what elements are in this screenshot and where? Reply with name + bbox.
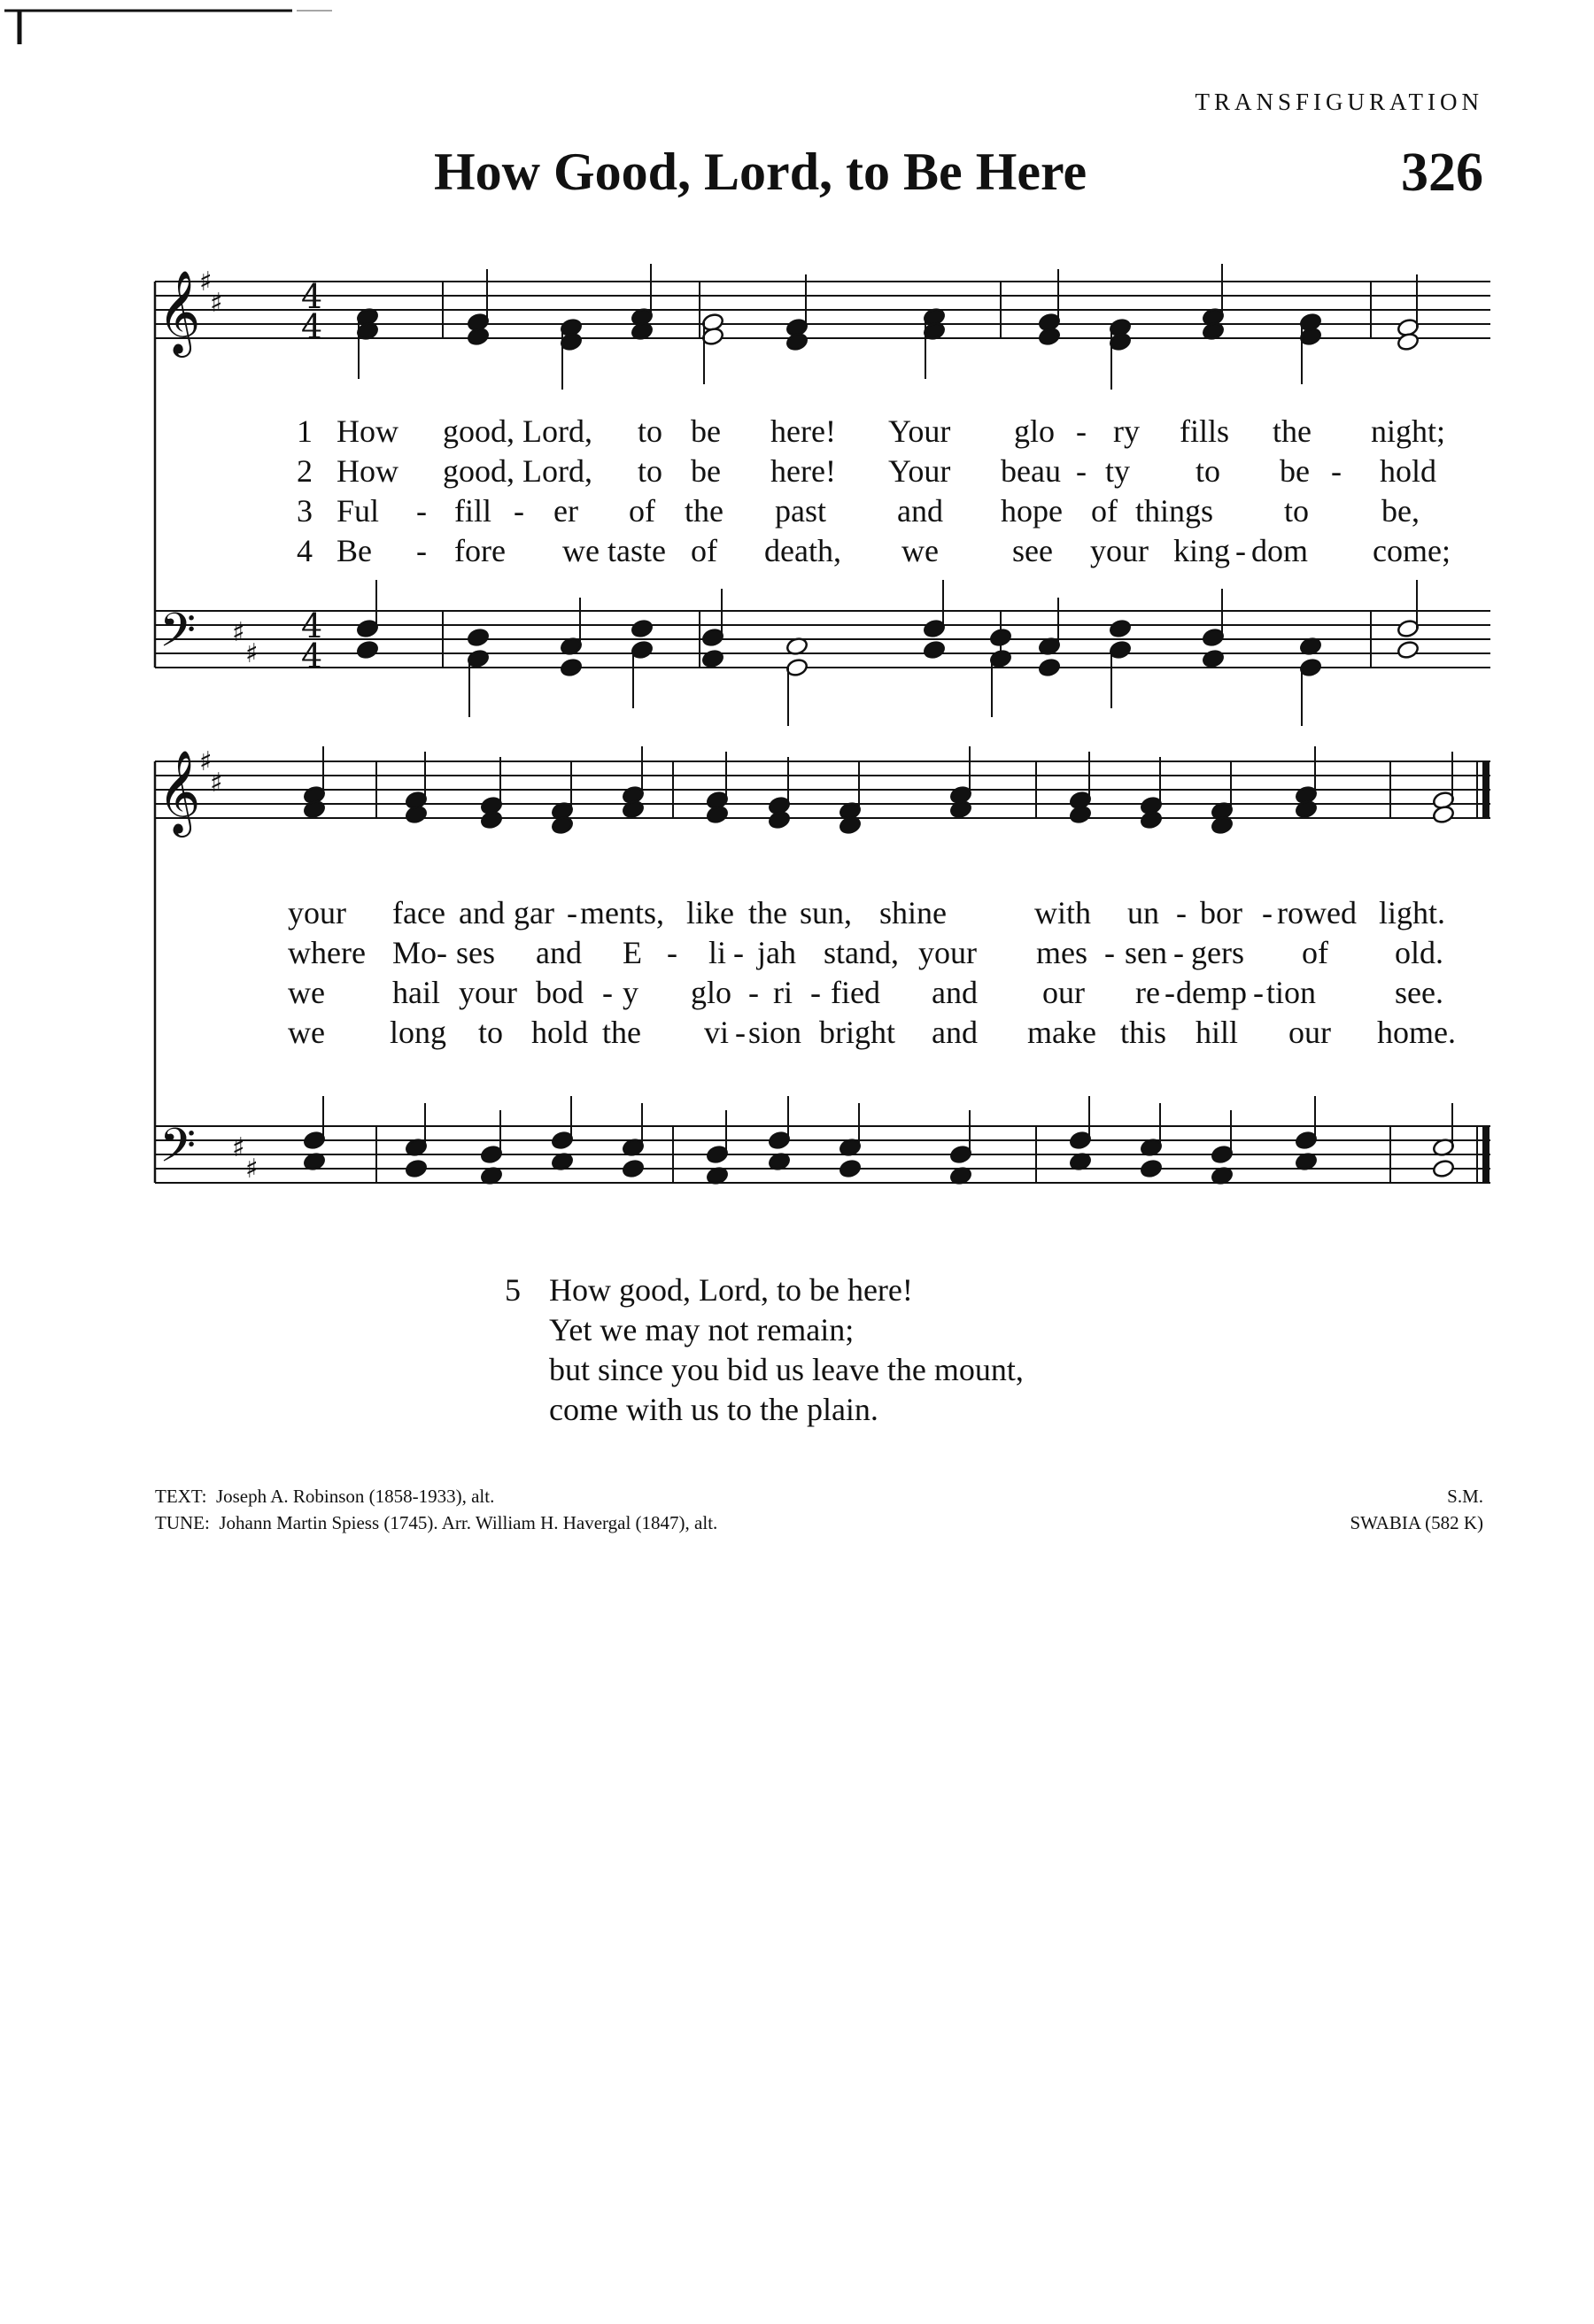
time-signature: 4 <box>301 277 323 316</box>
stanza-5-number: 5 <box>505 1272 521 1308</box>
stanza-5-line: but since you bid us leave the mount, <box>549 1352 1024 1387</box>
notehead <box>1069 805 1092 825</box>
notehead <box>1140 810 1163 830</box>
notehead <box>923 640 946 660</box>
notehead <box>1397 332 1420 352</box>
corner-mark <box>0 0 354 53</box>
notehead <box>405 1159 428 1179</box>
notehead <box>785 332 809 352</box>
final-barline <box>1482 761 1490 818</box>
bass-clef: 𝄢 <box>159 1119 197 1185</box>
time-signature: 4 <box>301 307 323 346</box>
notehead <box>1397 640 1420 660</box>
notehead <box>701 649 724 669</box>
notehead <box>768 810 791 830</box>
notehead <box>706 805 729 825</box>
notehead <box>1038 658 1061 678</box>
treble-clef: 𝄞 <box>158 270 201 354</box>
meter: S.M. <box>1447 1486 1483 1507</box>
notehead <box>1038 327 1061 347</box>
notehead <box>405 805 428 825</box>
verse3-line1: 3 Ful - fill - er of the past and hope of things to be, <box>297 493 1420 529</box>
verse4-line1: 4 Be - fore we taste of death, we see your king - dom come; <box>297 533 1451 568</box>
notehead <box>631 619 654 639</box>
stanza-5-line: How good, Lord, to be here! <box>549 1272 913 1308</box>
notehead <box>1202 649 1225 669</box>
tune-name: SWABIA (582 K) <box>1350 1512 1483 1533</box>
notehead <box>303 799 326 820</box>
treble-clef: 𝄞 <box>158 750 201 834</box>
hymn-title: How Good, Lord, to Be Here <box>434 143 1087 201</box>
final-barline <box>1482 1126 1490 1183</box>
key-signature-sharp: ♯ <box>210 768 223 799</box>
key-signature-sharp: ♯ <box>199 746 213 777</box>
notehead <box>1295 799 1318 820</box>
hymn-number: 326 <box>1401 143 1483 203</box>
notehead <box>989 628 1012 648</box>
notehead <box>839 1159 862 1179</box>
notehead <box>356 640 379 660</box>
notehead <box>622 1159 645 1179</box>
notehead <box>949 799 972 820</box>
time-signature: 4 <box>301 637 323 676</box>
notehead <box>1140 1159 1163 1179</box>
notehead <box>1432 1159 1455 1179</box>
notehead <box>467 327 490 347</box>
stanza-5-line: come with us to the plain. <box>549 1392 878 1427</box>
key-signature-sharp: ♯ <box>245 638 259 669</box>
notehead <box>560 658 583 678</box>
notehead <box>480 810 503 830</box>
tune-credit: TUNE: Johann Martin Spiess (1745). Arr. William H. Havergal (1847), alt. <box>155 1512 718 1533</box>
key-signature-sharp: ♯ <box>210 288 223 319</box>
text-credit: TEXT: Joseph A. Robinson (1858-1933), alt. <box>155 1486 495 1507</box>
key-signature-sharp: ♯ <box>232 1132 245 1163</box>
bass-clef: 𝄢 <box>159 604 197 669</box>
notehead <box>1432 805 1455 825</box>
key-signature-sharp: ♯ <box>199 266 213 297</box>
stanza-5 <box>505 1270 1024 1430</box>
section-label: TRANSFIGURATION <box>1195 89 1483 115</box>
key-signature-sharp: ♯ <box>232 617 245 648</box>
time-signature: 4 <box>301 606 323 645</box>
verse2-line1: 2 How good, Lord, to be here! Your beau - ty to be - hold <box>297 453 1437 489</box>
verse1-line1: 1 How good, Lord, to be here! Your glo - ry fills the night; <box>297 413 1446 449</box>
notehead <box>622 799 645 820</box>
key-signature-sharp: ♯ <box>245 1154 259 1185</box>
notehead <box>1109 619 1132 639</box>
notehead <box>467 628 490 648</box>
stanza-5-line: Yet we may not remain; <box>549 1312 855 1347</box>
